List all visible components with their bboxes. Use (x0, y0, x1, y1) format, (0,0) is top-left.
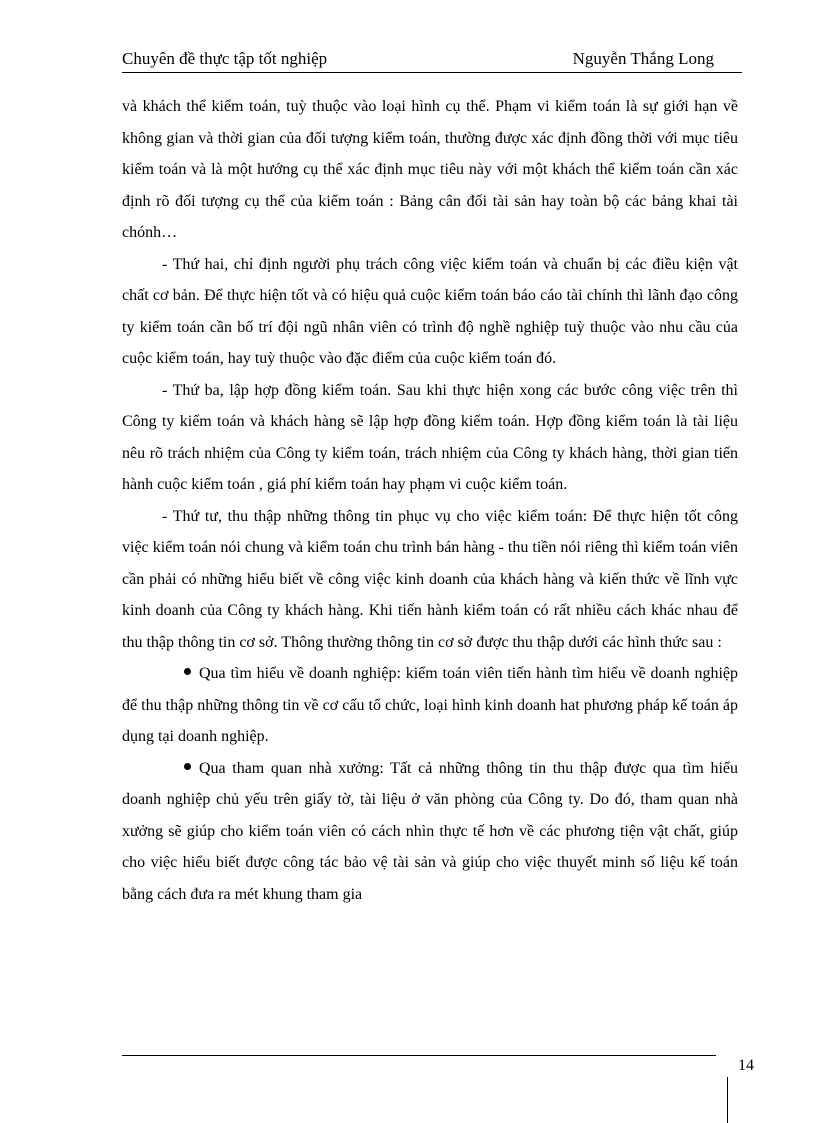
page-number: 14 (738, 1057, 754, 1074)
paragraph-step-two: - Thứ hai, chỉ định người phụ trách công việc kiểm toán và chuẩn bị các điều kiện vật chất cơ bản. Để thực hiện tốt và có hiệu quả cuộc kiểm toán báo cáo tài chính thì lãnh đạo công ty kiểm toán cần bố trí đội ngũ nhân viên có trình độ nghề nghiệp tuỳ thuộc vào nhu cầu của cuộc kiểm toán, hay tuỳ thuộc vào đặc điểm của cuộc kiểm toán đó. (122, 255, 738, 367)
bullet-icon (184, 668, 191, 675)
bullet-text: Qua tìm hiểu về doanh nghiệp: kiểm toán viên tiến hành tìm hiểu về doanh nghiệp để thu thập những thông tin về cơ cấu tổ chức, loại hình kinh doanh hat phương pháp kế toán áp dụng tại doanh nghiệp. (122, 665, 738, 745)
header-rule (122, 72, 742, 73)
body-text (122, 91, 738, 910)
footer-rule (122, 1055, 716, 1056)
paragraph-step-three: - Thứ ba, lập hợp đồng kiểm toán. Sau khi thực hiện xong các bước công việc trên thì Công ty kiểm toán và khách hàng sẽ lập hợp đồng kiểm toán. Hợp đồng kiểm toán là tài liệu nêu rõ trách nhiệm của Công ty kiểm toán, trách nhiệm của Công ty khách hàng, thời gian tiến hành cuộc kiểm toán , giá phí kiểm toán hay phạm vi cuộc kiểm toán. (122, 381, 738, 493)
footer-side-rule (727, 1077, 728, 1123)
header-author: Nguyễn Thắng Long (572, 49, 714, 68)
bullet-text: Qua tham quan nhà xưởng: Tất cả những thông tin thu thập được qua tìm hiểu doanh nghiệp chủ yếu trên giấy tờ, tài liệu ở văn phòng của Công ty. Do đó, tham quan nhà xưởng sẽ giúp cho kiểm toán viên có cách nhìn thực tế hơn về các phương tiện vật chất, giúp cho việc hiểu biết được công tác bảo vệ tài sản và giúp cho việc thuyết minh số liệu kế toán bằng cách đưa ra mét khung tham gia (122, 759, 738, 903)
paragraph-step-four: - Thứ tư, thu thập những thông tin phục vụ cho việc kiểm toán: Để thực hiện tốt công việc kiểm toán nói chung và kiểm toán chu trình bán hàng - thu tiền nói riêng thì kiểm toán viên cần phải có những hiểu biết về công việc kinh doanh của khách hàng và kiến thức về lĩnh vực kinh doanh của Công ty khách hàng. Khi tiến hành kiểm toán có rất nhiều cách khác nhau để thu thập thông tin cơ sở. Thông thường thông tin cơ sở được thu thập dưới các hình thức sau : (122, 507, 738, 651)
page-header (122, 46, 740, 72)
bullet-icon (184, 763, 191, 770)
bullet-item-factory (122, 753, 738, 911)
bullet-item-enterprise (122, 658, 738, 753)
header-title: Chuyên đề thực tập tốt nghiệp (122, 49, 328, 68)
paragraph-scope: và khách thể kiểm toán, tuỳ thuộc vào loại hình cụ thể. Phạm vi kiểm toán là sự giới hạn về không gian và thời gian của đối tượng kiểm toán, thường được xác định đồng thời với mục tiêu kiểm toán và là một hướng cụ thể xác định mục tiêu này với một khách thể kiểm toán cần xác định rõ đối tượng cụ thể của kiểm toán : Bảng cân đối tài sản hay toàn bộ các bảng khai tài chónh… (122, 98, 738, 241)
